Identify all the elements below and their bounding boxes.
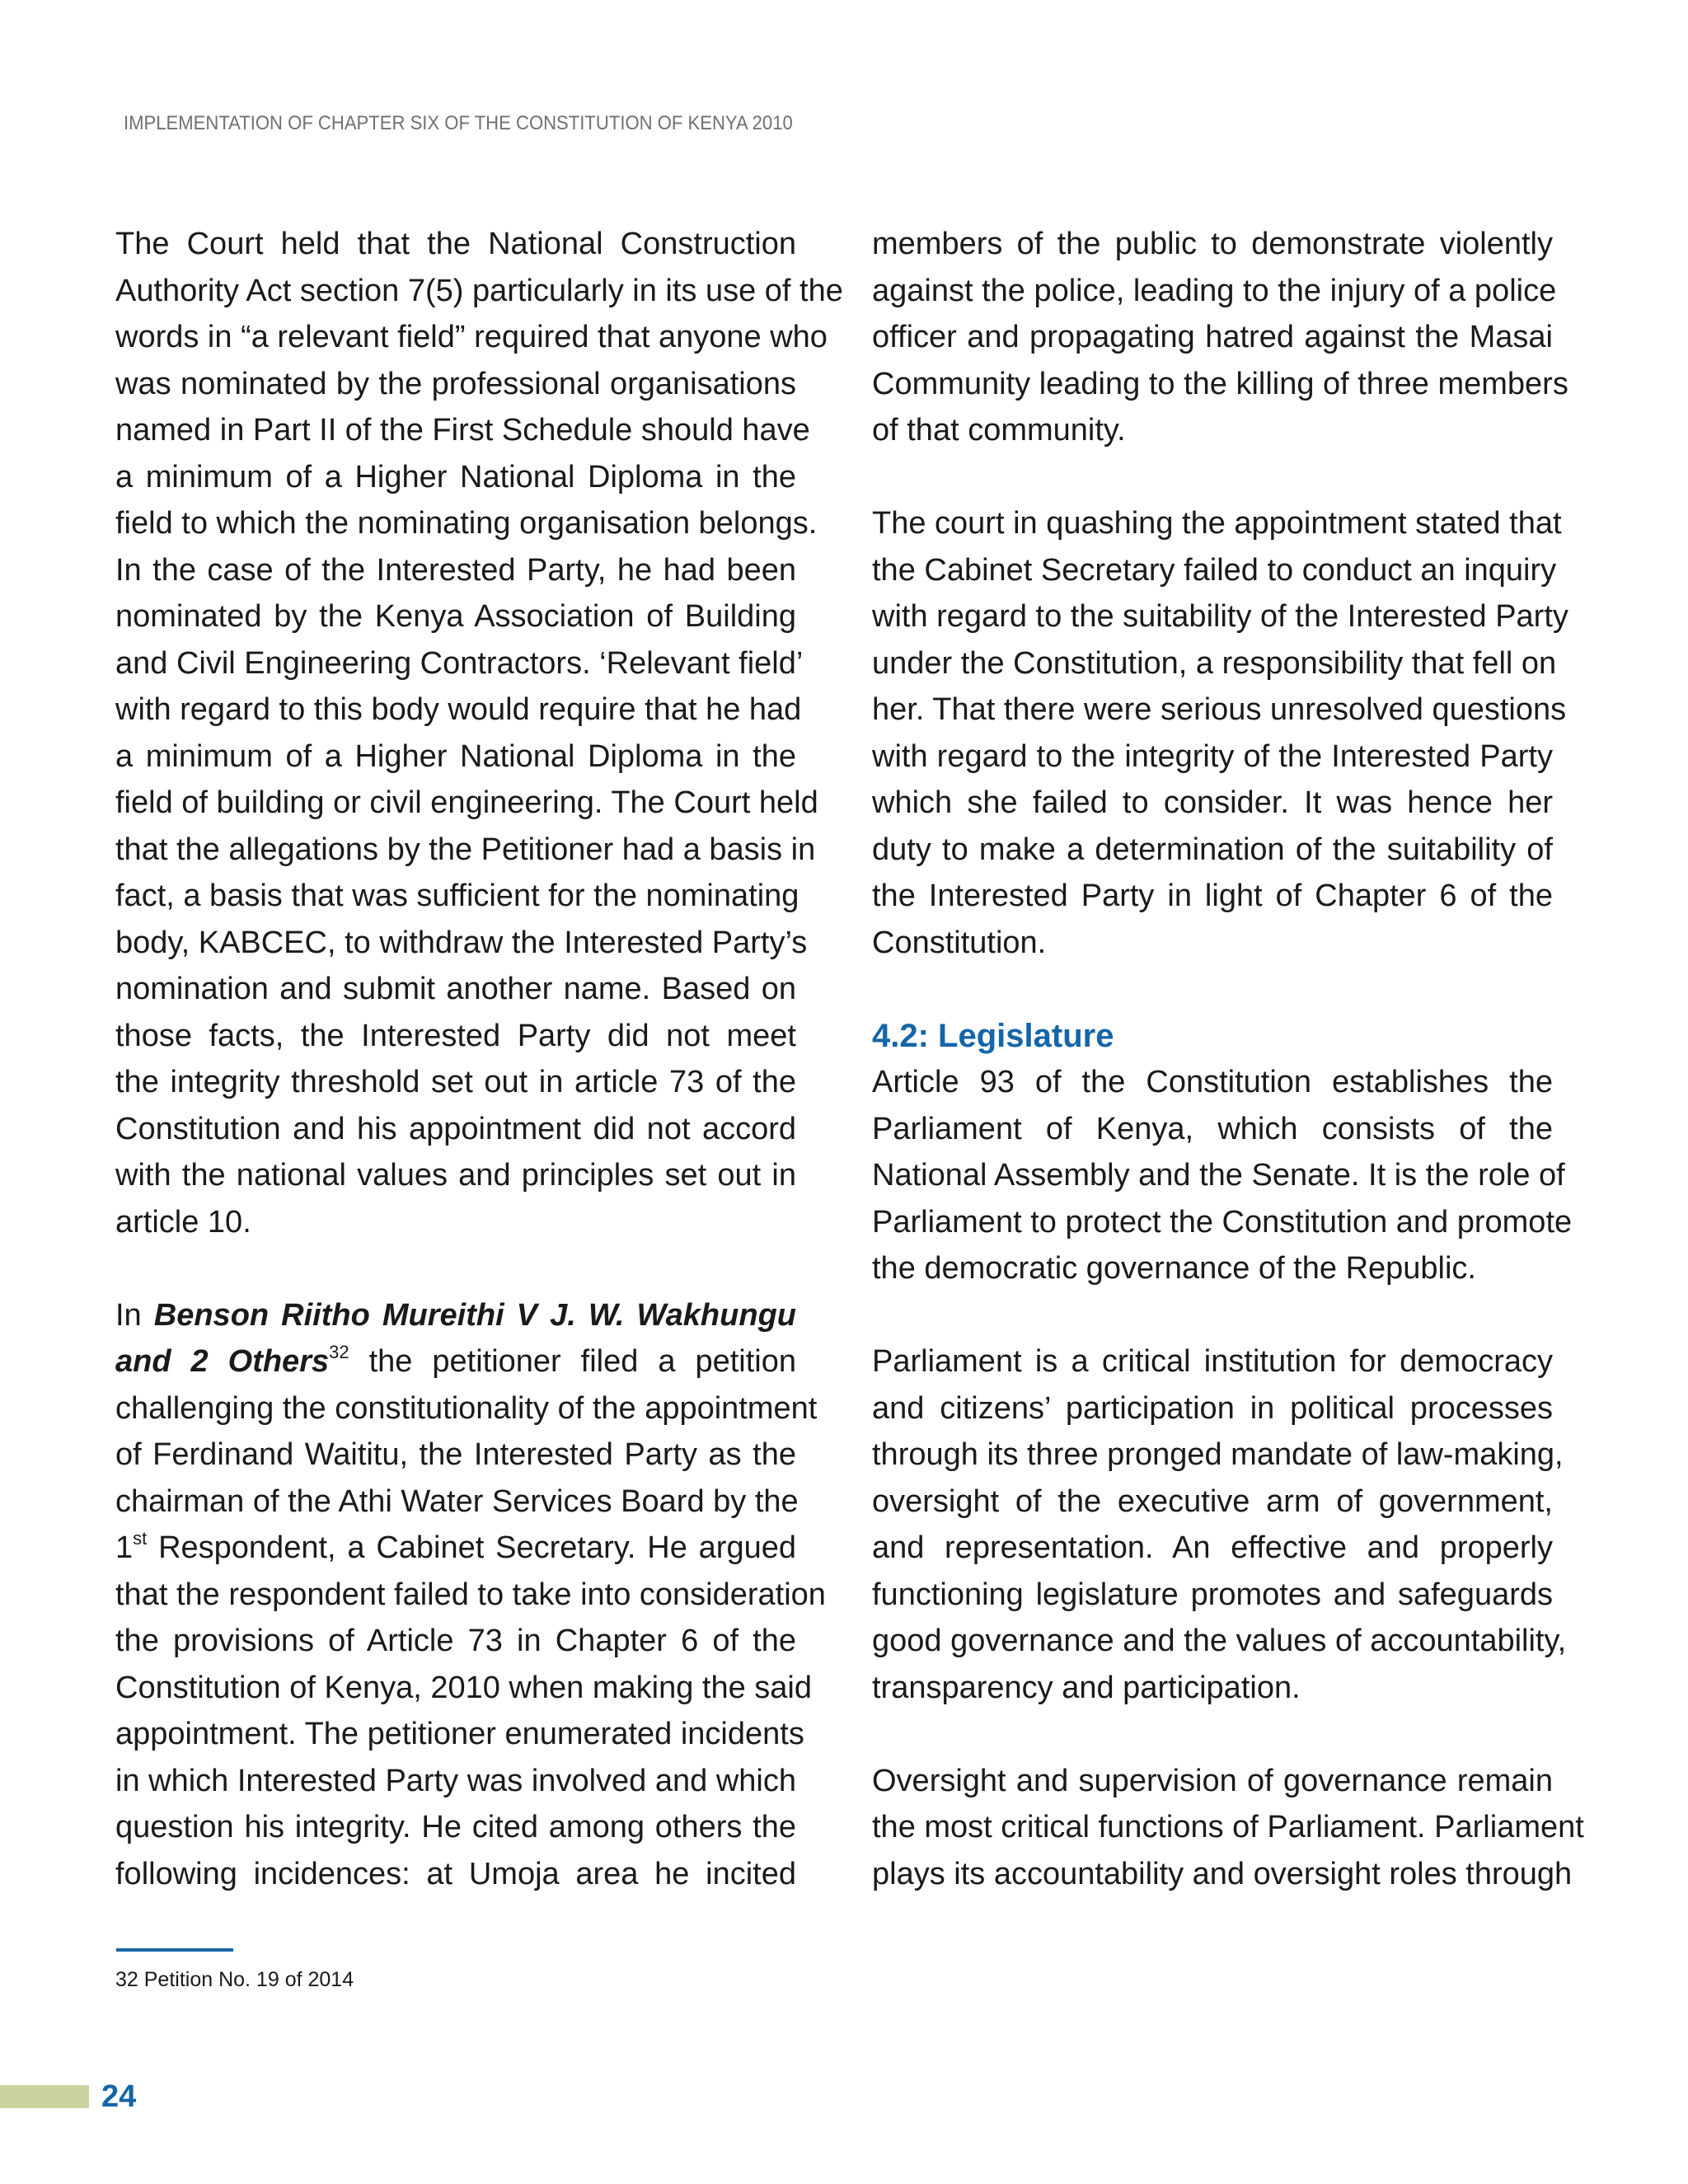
case-intro-line-2 bbox=[115, 1338, 796, 1385]
text-line: against the police, leading to the injury of a police bbox=[872, 273, 1557, 308]
text-line: words in “a relevant field” required that anyone who bbox=[115, 320, 828, 354]
text-in: In bbox=[115, 1297, 142, 1333]
section-heading-legislature: 4.2: Legislature bbox=[872, 1017, 1114, 1054]
text-line: of that community. bbox=[872, 413, 1126, 448]
text-line: under the Constitution, a responsibility that fell on bbox=[872, 645, 1557, 681]
text-line: through its three pronged mandate of law-making, bbox=[872, 1437, 1564, 1472]
paragraph-benson-case bbox=[115, 1292, 826, 1898]
text-line: the integrity threshold set out in article 73 of the bbox=[115, 1065, 796, 1099]
text-line: field of building or civil engineering. The Court held bbox=[115, 785, 818, 820]
text-line: Oversight and supervision of governance remain bbox=[872, 1763, 1553, 1798]
text-line: with the national values and principles set out in bbox=[115, 1158, 796, 1193]
text-line: Constitution of Kenya, 2010 when making the said bbox=[115, 1670, 812, 1705]
page-number: 24 bbox=[101, 2079, 137, 2114]
paragraph-incidents-continued bbox=[872, 221, 1568, 454]
text-line: in which Interested Party was involved and which bbox=[115, 1763, 796, 1798]
footnote-divider bbox=[116, 1948, 233, 1952]
footnote-32: 32 Petition No. 19 of 2014 bbox=[115, 1968, 354, 1991]
text-line: and Civil Engineering Contractors. ‘Relevant field’ bbox=[115, 645, 804, 681]
text-line: Parliament of Kenya, which consists of the bbox=[872, 1111, 1553, 1146]
right-column bbox=[872, 221, 1584, 1897]
text-line: appointment. The petitioner enumerated incidents bbox=[115, 1717, 804, 1751]
text-line: Article 93 of the Constitution establishes the bbox=[872, 1065, 1553, 1099]
text-line: In the case of the Interested Party, he had been bbox=[115, 552, 796, 588]
page-number-bar bbox=[0, 2085, 89, 2108]
text-line: the democratic governance of the Republic. bbox=[872, 1251, 1476, 1286]
case-name-part2: and 2 Others bbox=[115, 1344, 330, 1379]
ordinal-number: 1 bbox=[115, 1530, 134, 1565]
text-line: a minimum of a Higher National Diploma in the bbox=[115, 459, 796, 494]
text-line: was nominated by the professional organisations bbox=[115, 366, 796, 401]
text-line: article 10. bbox=[115, 1204, 251, 1240]
paragraph-gap bbox=[872, 454, 1553, 501]
text-line: nomination and submit another name. Based on bbox=[115, 972, 796, 1006]
paragraph-parliament-critical bbox=[872, 1338, 1567, 1711]
text-line: following incidences: at Umoja area he incited bbox=[115, 1856, 796, 1891]
text-line: The court in quashing the appointment stated that bbox=[872, 506, 1562, 541]
paragraph-oversight bbox=[872, 1758, 1584, 1898]
text-line: challenging the constitutionality of the appointment bbox=[115, 1390, 818, 1426]
text-line: question his integrity. He cited among others the bbox=[115, 1810, 796, 1844]
text-line: oversight of the executive arm of government, bbox=[872, 1483, 1553, 1519]
text-line: with regard to the integrity of the Interested Party bbox=[872, 738, 1553, 774]
left-column bbox=[115, 221, 843, 1897]
text-line: and citizens’ participation in political processes bbox=[872, 1390, 1553, 1426]
paragraph-court-held bbox=[115, 221, 843, 1245]
text-line: the Cabinet Secretary failed to conduct an inquiry bbox=[872, 552, 1557, 588]
text-line: with regard to this body would require that he had bbox=[115, 692, 802, 727]
paragraph-gap bbox=[872, 1292, 1553, 1339]
text-line: transparency and participation. bbox=[872, 1670, 1301, 1705]
case-intro-suffix: the petitioner filed a petition bbox=[349, 1344, 796, 1379]
text-line: Constitution and his appointment did not accord bbox=[115, 1111, 796, 1146]
text-line: chairman of the Athi Water Services Board by the bbox=[115, 1483, 799, 1519]
paragraph-gap bbox=[872, 1711, 1553, 1758]
case-name-part1: Benson Riitho Mureithi V J. W. Wakhungu bbox=[153, 1297, 796, 1333]
text-line: plays its accountability and oversight roles through bbox=[872, 1856, 1573, 1891]
footnote-ref[interactable]: 32 bbox=[329, 1342, 349, 1362]
running-header: IMPLEMENTATION OF CHAPTER SIX OF THE CONSTITUTION OF KENYA 2010 bbox=[124, 112, 793, 134]
text-line: nominated by the Kenya Association of Building bbox=[115, 599, 796, 634]
text-line: Parliament to protect the Constitution and promote bbox=[872, 1204, 1573, 1240]
text-line: named in Part II of the First Schedule should have bbox=[115, 413, 810, 448]
text-line: functioning legislature promotes and safeguards bbox=[872, 1577, 1553, 1612]
text-line: members of the public to demonstrate violently bbox=[872, 227, 1553, 261]
paragraph-gap bbox=[115, 1245, 796, 1292]
text-line: good governance and the values of accountability, bbox=[872, 1624, 1567, 1658]
text-line: Parliament is a critical institution for democracy bbox=[872, 1344, 1553, 1379]
text-line: her. That there were serious unresolved questions bbox=[872, 692, 1567, 727]
text-line: a minimum of a Higher National Diploma in the bbox=[115, 738, 796, 774]
paragraph-court-quashing bbox=[872, 500, 1568, 966]
text-line: those facts, the Interested Party did not meet bbox=[115, 1018, 796, 1053]
text-line: field to which the nominating organisation belongs. bbox=[115, 506, 818, 541]
text-line: duty to make a determination of the suitability of bbox=[872, 832, 1553, 867]
text-line: The Court held that the National Construction bbox=[115, 227, 796, 261]
text-line: fact, a basis that was sufficient for the nominating bbox=[115, 879, 799, 913]
text-line: and representation. An effective and properly bbox=[872, 1530, 1553, 1565]
paragraph-gap bbox=[872, 966, 1553, 1013]
text-line: the most critical functions of Parliament. Parliament bbox=[872, 1810, 1584, 1844]
text-line: officer and propagating hatred against the Masai bbox=[872, 320, 1553, 354]
text-line: Community leading to the killing of three members bbox=[872, 366, 1568, 401]
case-intro-line bbox=[115, 1292, 796, 1339]
paragraph-article-93 bbox=[872, 1059, 1573, 1292]
ordinal-line bbox=[115, 1525, 796, 1572]
text-line: the provisions of Article 73 in Chapter 6 of the bbox=[115, 1624, 796, 1658]
text-line: Constitution. bbox=[872, 925, 1047, 960]
text-line: that the respondent failed to take into consideration bbox=[115, 1577, 826, 1612]
text-line: that the allegations by the Petitioner had a basis in bbox=[115, 832, 816, 867]
text-line: of Ferdinand Waititu, the Interested Party as the bbox=[115, 1437, 796, 1472]
text-line: the Interested Party in light of Chapter 6 of the bbox=[872, 879, 1553, 913]
text-line: which she failed to consider. It was hence her bbox=[872, 785, 1553, 820]
text-line: body, KABCEC, to withdraw the Interested Party’s bbox=[115, 925, 808, 960]
text-line: with regard to the suitability of the Interested Party bbox=[872, 599, 1568, 634]
text-line: Authority Act section 7(5) particularly in its use of the bbox=[115, 273, 843, 308]
ordinal-suffix: st bbox=[133, 1528, 148, 1549]
text-line: National Assembly and the Senate. It is the role of bbox=[872, 1158, 1565, 1193]
ordinal-line-rest: Respondent, a Cabinet Secretary. He argued bbox=[147, 1530, 796, 1565]
